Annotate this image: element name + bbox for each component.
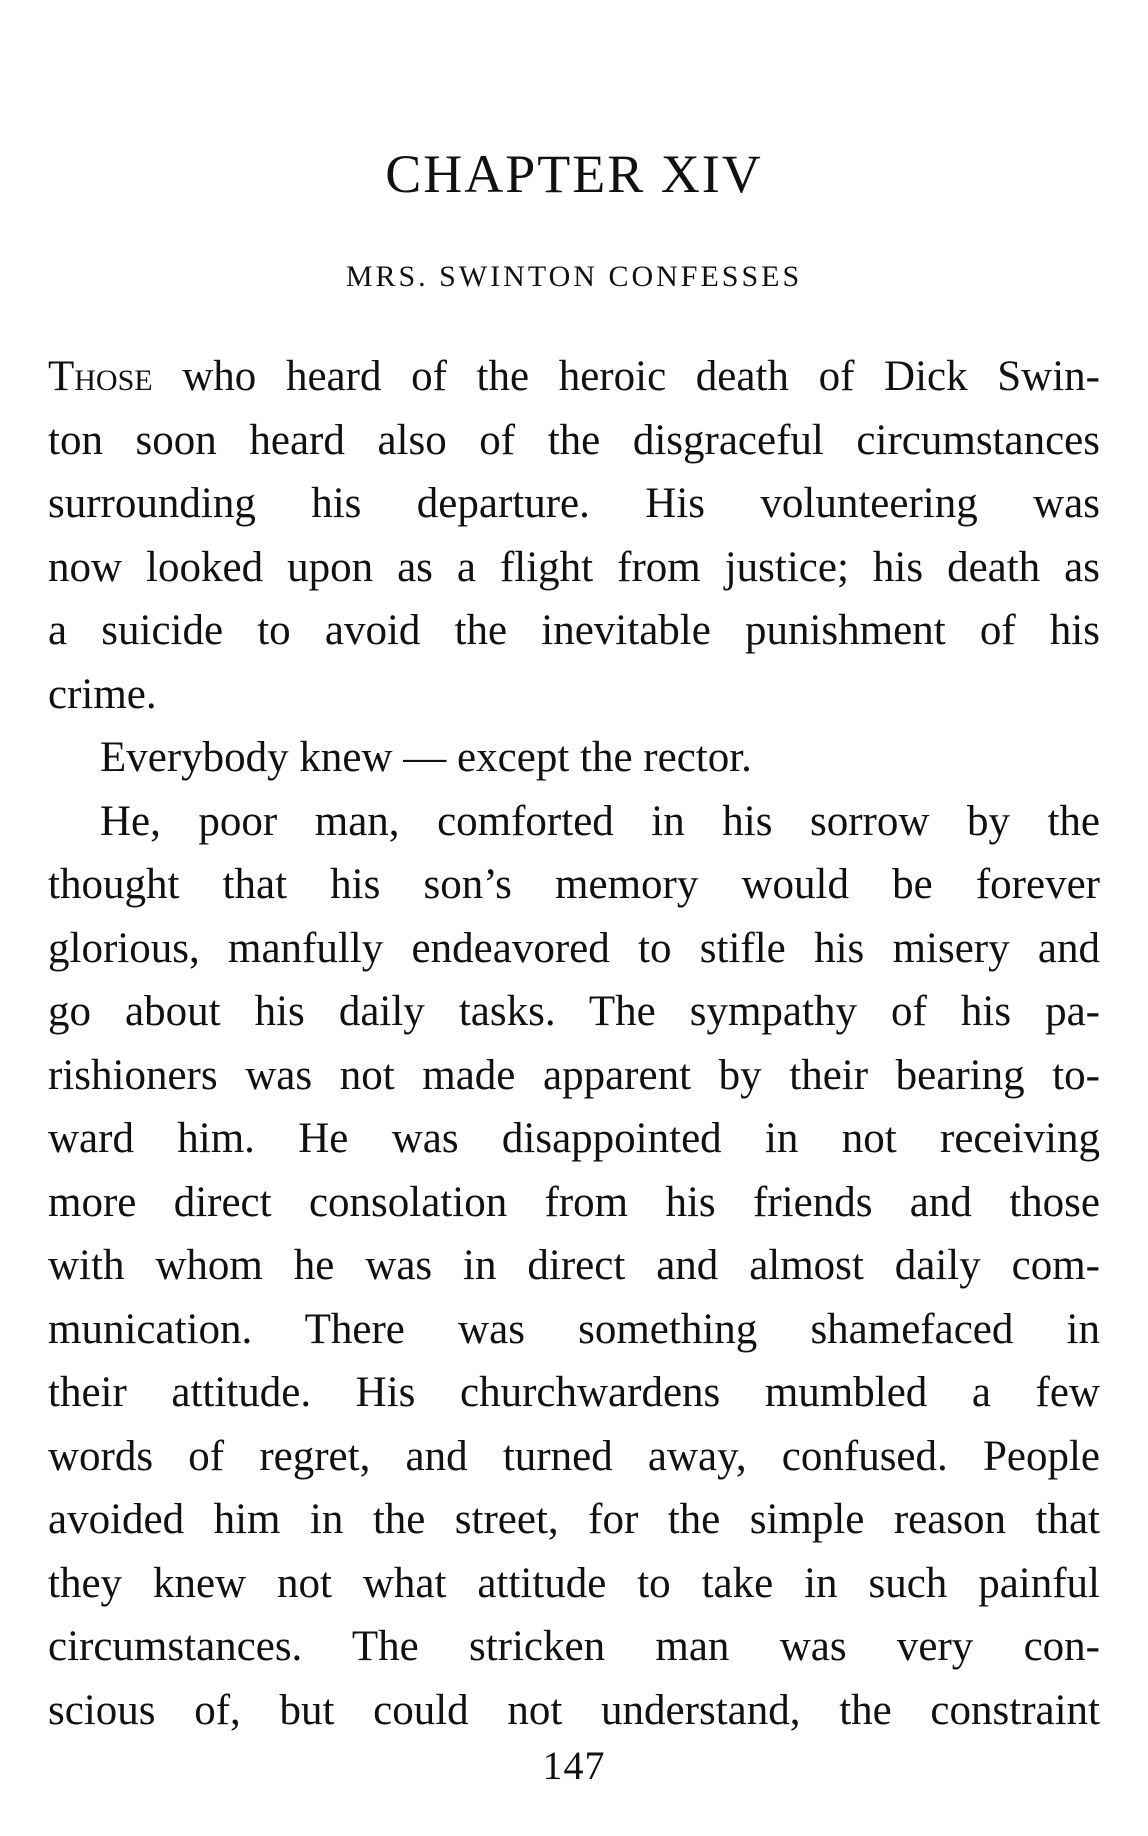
text-line: surrounding his departure. His volunteering was [48, 480, 1100, 527]
page-number: 147 [542, 1743, 606, 1788]
text-line: He, poor man, comforted in his sorrow by the [100, 797, 1100, 845]
chapter-subtitle: MRS. SWINTON CONFESSES [345, 260, 803, 293]
text-line: scious of, but could not understand, the constraint [48, 1686, 1100, 1734]
text-line: a suicide to avoid the inevitable punishment of his [48, 607, 1100, 654]
text-line: circumstances. The stricken man was very con- [48, 1623, 1100, 1670]
chapter-title: CHAPTER XIV [385, 144, 763, 204]
text-line: crime. [48, 670, 157, 718]
text-line: avoided him in the street, for the simple reason that [48, 1496, 1100, 1543]
text-line: rishioners was not made apparent by their bearing to- [48, 1051, 1100, 1099]
text-line: now looked upon as a flight from justice; his death as [48, 543, 1100, 591]
text-line: Everybody knew — except the rector. [100, 734, 752, 781]
text-line: they knew not what attitude to take in such painful [48, 1559, 1100, 1607]
text-line: with whom he was in direct and almost daily com- [48, 1242, 1100, 1289]
text-line: ward him. He was disappointed in not receiving [48, 1115, 1100, 1162]
body-text [48, 345, 1100, 1742]
text-line: their attitude. His churchwardens mumbled a few [48, 1369, 1100, 1416]
text-line: glorious, manfully endeavored to stifle his misery and [48, 924, 1100, 972]
text-line: ton soon heard also of the disgraceful circumstances [48, 416, 1100, 464]
paragraph-3 [48, 790, 1100, 1743]
text-line: Those who heard of the heroic death of Dick Swin- [48, 353, 1100, 400]
text-line: go about his daily tasks. The sympathy of his pa- [48, 988, 1100, 1035]
paragraph-2 [48, 726, 1100, 790]
text-line: munication. There was something shamefaced in [48, 1305, 1100, 1353]
paragraph-1 [48, 345, 1100, 726]
text-line: more direct consolation from his friends and those [48, 1178, 1100, 1226]
text-line: words of regret, and turned away, confused. People [48, 1432, 1100, 1480]
text-line: thought that his son’s memory would be forever [48, 861, 1100, 908]
opening-word: Those [48, 353, 153, 400]
